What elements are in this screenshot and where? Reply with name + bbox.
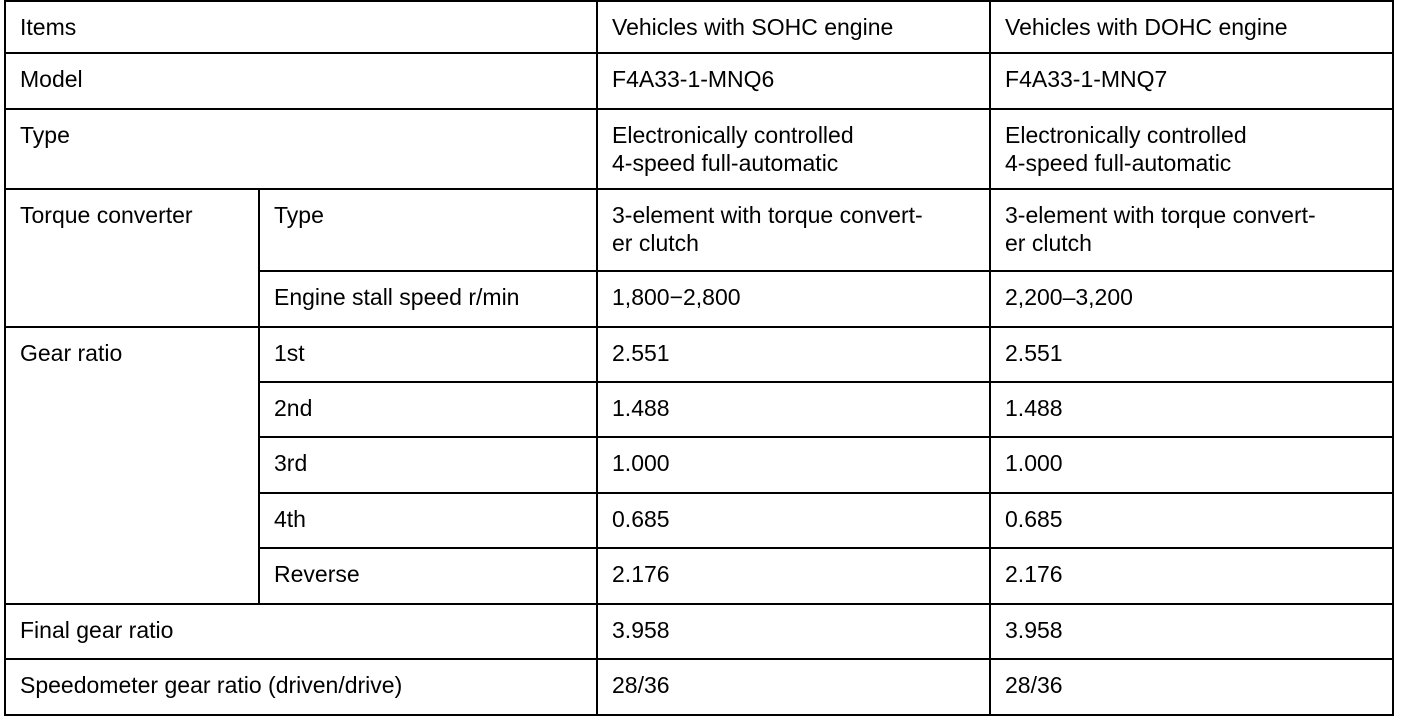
torque-type-row xyxy=(5,189,1393,271)
type-sohc xyxy=(597,109,990,189)
gear-label: 3rd xyxy=(259,437,597,493)
header-items: Items xyxy=(5,1,597,53)
type-row xyxy=(5,109,1393,189)
gear-dohc: 2.551 xyxy=(990,327,1393,382)
gear-ratio-label: Gear ratio xyxy=(5,327,259,604)
type-sohc-line2: 4-speed full-automatic xyxy=(612,150,839,176)
torque-converter-label: Torque converter xyxy=(5,189,259,327)
gear-label: 1st xyxy=(259,327,597,382)
speedometer-row xyxy=(5,659,1393,715)
type-label: Type xyxy=(5,109,597,189)
gear-label: 2nd xyxy=(259,382,597,437)
torque-type-sohc-line2: er clutch xyxy=(612,230,699,256)
final-gear-label: Final gear ratio xyxy=(5,604,597,659)
gear-sohc: 0.685 xyxy=(597,493,990,548)
type-dohc-line1: Electronically controlled xyxy=(1005,122,1247,148)
gear-label: 4th xyxy=(259,493,597,548)
model-row xyxy=(5,53,1393,109)
gear-label: Reverse xyxy=(259,548,597,604)
torque-type-sohc xyxy=(597,189,990,271)
type-dohc-line2: 4-speed full-automatic xyxy=(1005,150,1232,176)
header-sohc: Vehicles with SOHC engine xyxy=(597,1,990,53)
model-sohc: F4A33-1-MNQ6 xyxy=(597,53,990,109)
header-row xyxy=(5,1,1393,53)
stall-speed-sohc: 1,800−2,800 xyxy=(597,271,990,327)
gear-sohc: 2.551 xyxy=(597,327,990,382)
gear-sohc: 1.000 xyxy=(597,437,990,493)
final-gear-sohc: 3.958 xyxy=(597,604,990,659)
stall-speed-label: Engine stall speed r/min xyxy=(259,271,597,327)
header-dohc: Vehicles with DOHC engine xyxy=(990,1,1393,53)
gear-row xyxy=(5,327,1393,382)
final-gear-dohc: 3.958 xyxy=(990,604,1393,659)
gear-dohc: 1.000 xyxy=(990,437,1393,493)
final-gear-row xyxy=(5,604,1393,659)
torque-type-dohc-line2: er clutch xyxy=(1005,230,1092,256)
torque-type-label: Type xyxy=(259,189,597,271)
model-dohc: F4A33-1-MNQ7 xyxy=(990,53,1393,109)
gear-sohc: 1.488 xyxy=(597,382,990,437)
type-dohc xyxy=(990,109,1393,189)
spec-table xyxy=(4,0,1394,716)
gear-dohc: 0.685 xyxy=(990,493,1393,548)
speedometer-sohc: 28/36 xyxy=(597,659,990,715)
model-label: Model xyxy=(5,53,597,109)
speedometer-label: Speedometer gear ratio (driven/drive) xyxy=(5,659,597,715)
gear-sohc: 2.176 xyxy=(597,548,990,604)
torque-type-dohc-line1: 3-element with torque convert- xyxy=(1005,202,1316,228)
torque-type-sohc-line1: 3-element with torque convert- xyxy=(612,202,923,228)
gear-dohc: 2.176 xyxy=(990,548,1393,604)
torque-type-dohc xyxy=(990,189,1393,271)
stall-speed-dohc: 2,200–3,200 xyxy=(990,271,1393,327)
type-sohc-line1: Electronically controlled xyxy=(612,122,854,148)
speedometer-dohc: 28/36 xyxy=(990,659,1393,715)
gear-dohc: 1.488 xyxy=(990,382,1393,437)
